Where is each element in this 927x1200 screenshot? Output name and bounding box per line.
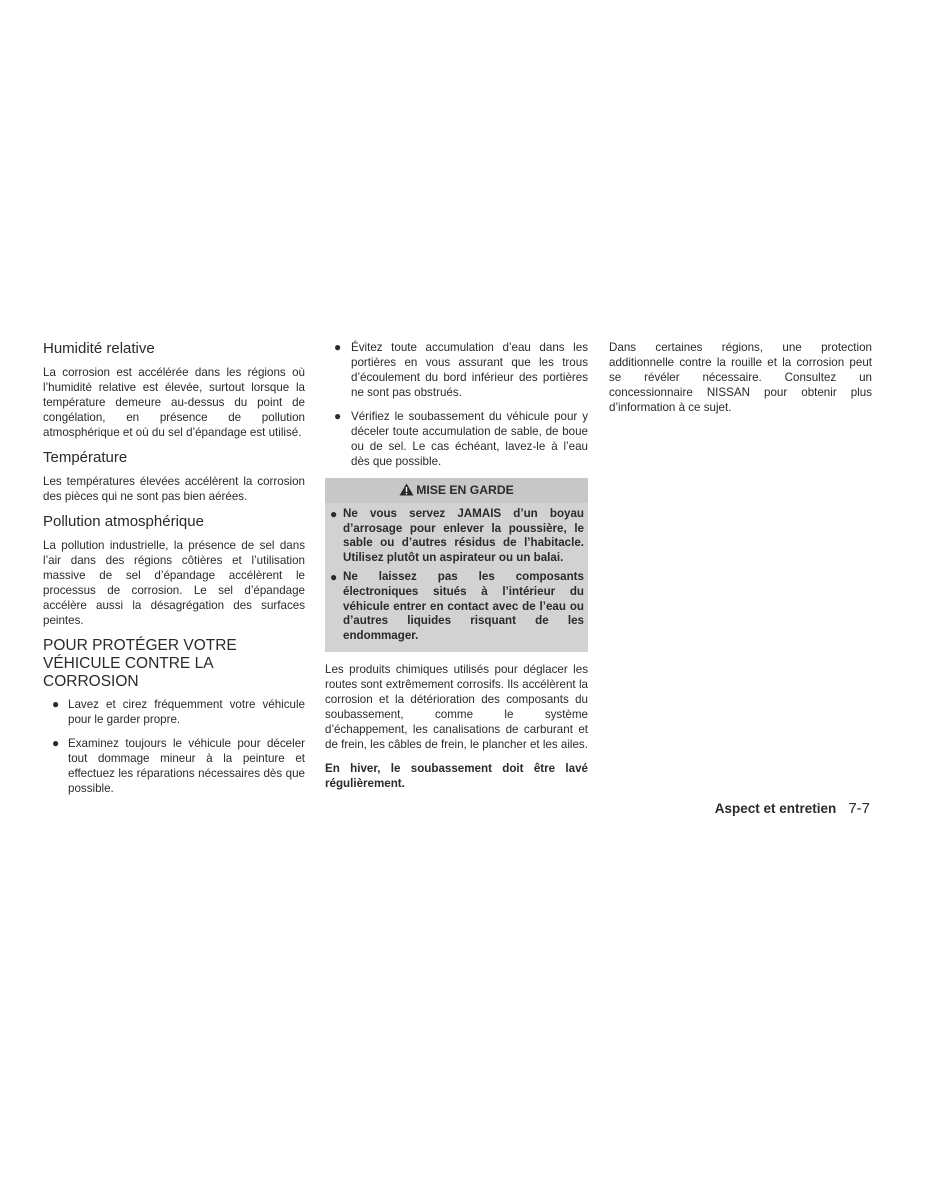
bullet-icon: ● <box>334 340 342 354</box>
heading-temperature: Température <box>43 449 128 466</box>
warning-title <box>325 478 588 503</box>
footer-section-title: Aspect et entretien <box>714 801 837 816</box>
column-left <box>43 340 305 805</box>
list-item <box>325 409 588 469</box>
warning-title-text: MISE EN GARDE <box>416 483 514 497</box>
list-item-text: Vérifiez le soubassement du véhicule pour y déceler toute accumulation de sable, de boue ou de sel. Le cas échéant, lavez-le à l’eau dès que possible. <box>351 410 588 468</box>
bullet-icon: ● <box>330 507 338 521</box>
column-middle <box>325 340 588 800</box>
paragraph-chimiques: Les produits chimiques utilisés pour déglacer les routes sont extrêmement corrosifs. Ils accélèrent la corrosion et la détérioration des composants du soubassement, comme le système d’échappement, les canalisations de carburant et de frein, les câbles de frein, le plancher et les ailes. <box>325 663 588 752</box>
heading-humidite: Humidité relative <box>43 340 155 357</box>
paragraph-regions: Dans certaines régions, une protection additionnelle contre la rouille et la corrosion peut se révéler nécessaire. Consultez un concessionnaire NISSAN pour obtenir plus d’information à ce sujet. <box>609 341 872 414</box>
list-item-text: Évitez toute accumulation d’eau dans les portières en vous assurant que les trous d’écoulement du bord inférieur des portières ne sont pas obstrués. <box>351 341 588 399</box>
warning-item-text: Ne vous servez JAMAIS d’un boyau d’arrosage pour enlever la poussière, le sable ou d’autres résidus de l’habitacle. Utilisez plutôt un aspirateur ou un balai. <box>343 507 584 564</box>
list-item <box>43 697 305 727</box>
page-footer <box>715 800 870 817</box>
warning-item <box>325 570 584 643</box>
paragraph-hiver: En hiver, le soubassement doit être lavé régulièrement. <box>325 762 588 791</box>
list-item-text: Examinez toujours le véhicule pour déceler tout dommage mineur à la peinture et effectuez les réparations nécessaires dès que possible. <box>68 737 305 795</box>
paragraph-pollution: La pollution industrielle, la présence de sel dans l’air dans des régions côtières et l’utilisation massive de sel d’épandage accélèrent le processus de corrosion. Le sel d’épandage accélère aussi la désagrégation des surfaces peintes. <box>43 539 305 627</box>
list-item <box>43 736 305 796</box>
warning-item-text: Ne laissez pas les composants électroniques situés à l’intérieur du véhicule entrer en contact avec de l’eau ou d’autres liquides risquant de les endommager. <box>343 570 584 642</box>
heading-pollution: Pollution atmosphérique <box>43 513 204 530</box>
bullet-icon: ● <box>334 409 342 423</box>
bullet-icon: ● <box>330 570 338 585</box>
bullet-icon: ● <box>52 697 60 711</box>
heading-proteger: POUR PROTÉGER VOTRE VÉHICULE CONTRE LA CORROSION <box>43 637 237 690</box>
warning-list <box>325 503 588 643</box>
paragraph-temperature: Les températures élevées accélèrent la corrosion des pièces qui ne sont pas bien aérées. <box>43 475 305 503</box>
warning-item <box>325 507 584 565</box>
list-portieres <box>325 340 588 469</box>
column-right <box>609 340 872 424</box>
list-proteger <box>43 697 305 796</box>
warning-box <box>325 478 588 652</box>
paragraph-humidite: La corrosion est accélérée dans les régions où l’humidité relative est élevée, surtout lorsque la température demeure au-dessus du point de congélation, en présence de pollution atmosphérique et où du sel d’épandage est utilisé. <box>43 366 305 439</box>
list-item-text: Lavez et cirez fréquemment votre véhicule pour le garder propre. <box>68 698 305 726</box>
warning-triangle-icon <box>399 483 414 500</box>
list-item <box>325 340 588 400</box>
page-number: 7-7 <box>848 800 870 817</box>
bullet-icon: ● <box>52 736 60 750</box>
